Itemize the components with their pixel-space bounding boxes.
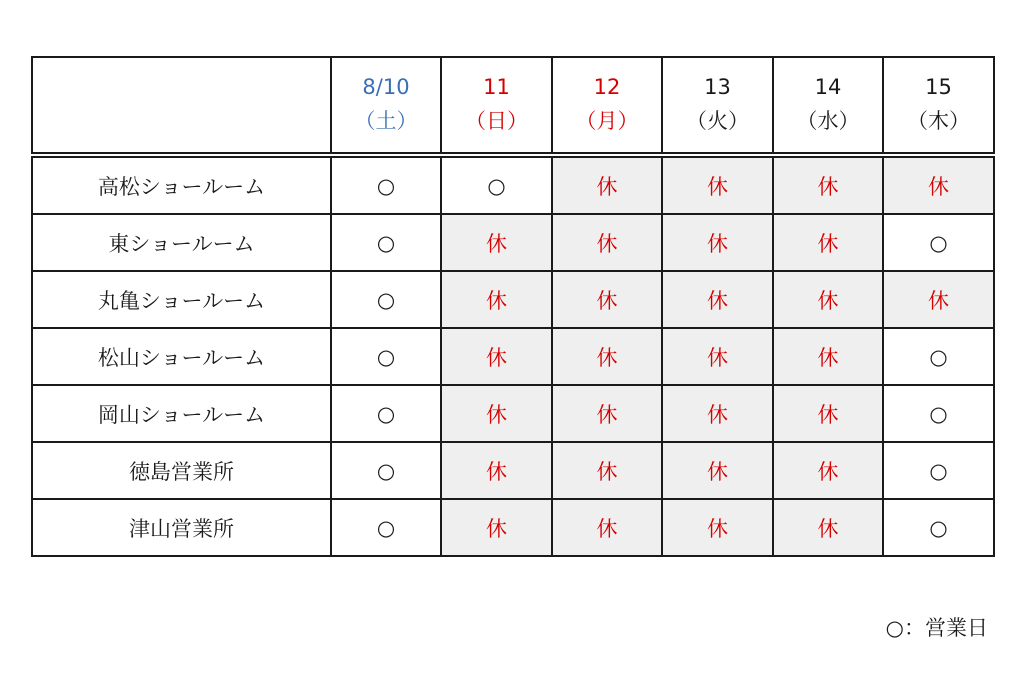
header-weekday: （水）: [796, 109, 860, 133]
table-row: [32, 271, 994, 328]
status-cell: 休: [773, 328, 883, 385]
status-cell: 休: [662, 155, 773, 214]
status-cell: ○: [331, 214, 441, 271]
location-name: 岡山ショールーム: [32, 385, 331, 442]
header-date: 13: [704, 75, 731, 100]
status-cell: 休: [662, 271, 773, 328]
location-name: 徳島営業所: [32, 442, 331, 499]
status-cell: 休: [441, 499, 552, 556]
status-cell: 休: [441, 328, 552, 385]
location-name: 丸亀ショールーム: [32, 271, 331, 328]
header-date: 15: [925, 75, 952, 100]
header-date: 11: [483, 75, 510, 100]
header-weekday: （日）: [465, 109, 528, 133]
status-cell: 休: [441, 271, 552, 328]
location-name: 松山ショールーム: [32, 328, 331, 385]
status-cell: ○: [331, 442, 441, 499]
status-cell: ○: [331, 499, 441, 556]
table-row: [32, 328, 994, 385]
status-cell: ○: [883, 328, 994, 385]
status-cell: 休: [773, 214, 883, 271]
status-cell: 休: [773, 271, 883, 328]
table-row: [32, 499, 994, 556]
status-cell: ○: [883, 499, 994, 556]
legend-symbol: ○: [885, 616, 904, 640]
status-cell: 休: [552, 499, 662, 556]
legend-label: 営業日: [925, 616, 988, 640]
table-row: [32, 155, 994, 214]
legend: [886, 612, 988, 642]
table-row: [32, 385, 994, 442]
header-date: 8/10: [362, 75, 410, 100]
header-weekday: （木）: [907, 109, 970, 133]
header-weekday: （火）: [686, 109, 749, 133]
status-cell: ○: [331, 271, 441, 328]
status-cell: 休: [773, 385, 883, 442]
header-date-cell: [552, 57, 662, 155]
status-cell: ○: [441, 155, 552, 214]
status-cell: 休: [662, 214, 773, 271]
location-name: 高松ショールーム: [32, 155, 331, 214]
header-weekday: （土）: [354, 109, 418, 133]
status-cell: ○: [331, 328, 441, 385]
status-cell: 休: [773, 499, 883, 556]
status-cell: 休: [552, 385, 662, 442]
status-cell: 休: [662, 499, 773, 556]
header-date-cell: [883, 57, 994, 155]
status-cell: 休: [552, 155, 662, 214]
status-cell: 休: [552, 442, 662, 499]
status-cell: 休: [662, 328, 773, 385]
status-cell: ○: [883, 214, 994, 271]
status-cell: 休: [883, 271, 994, 328]
status-cell: 休: [441, 442, 552, 499]
header-date-cell: [331, 57, 441, 155]
header-weekday: （月）: [575, 109, 639, 133]
status-cell: ○: [331, 155, 441, 214]
holiday-schedule-table: [31, 56, 995, 557]
header-corner: [32, 57, 331, 155]
status-cell: 休: [773, 442, 883, 499]
status-cell: ○: [883, 442, 994, 499]
header-date-cell: [773, 57, 883, 155]
status-cell: 休: [552, 214, 662, 271]
table-row: [32, 442, 994, 499]
status-cell: 休: [552, 328, 662, 385]
status-cell: ○: [331, 385, 441, 442]
header-row: [32, 57, 994, 155]
table-row: [32, 214, 994, 271]
header-date: 12: [593, 75, 621, 100]
location-name: 津山営業所: [32, 499, 331, 556]
status-cell: 休: [441, 385, 552, 442]
header-date-cell: [662, 57, 773, 155]
status-cell: 休: [883, 155, 994, 214]
status-cell: 休: [441, 214, 552, 271]
status-cell: 休: [552, 271, 662, 328]
location-name: 東ショールーム: [32, 214, 331, 271]
legend-separator: ：: [904, 616, 925, 640]
header-date-cell: [441, 57, 552, 155]
status-cell: ○: [883, 385, 994, 442]
status-cell: 休: [773, 155, 883, 214]
header-date: 14: [814, 75, 842, 100]
status-cell: 休: [662, 385, 773, 442]
status-cell: 休: [662, 442, 773, 499]
